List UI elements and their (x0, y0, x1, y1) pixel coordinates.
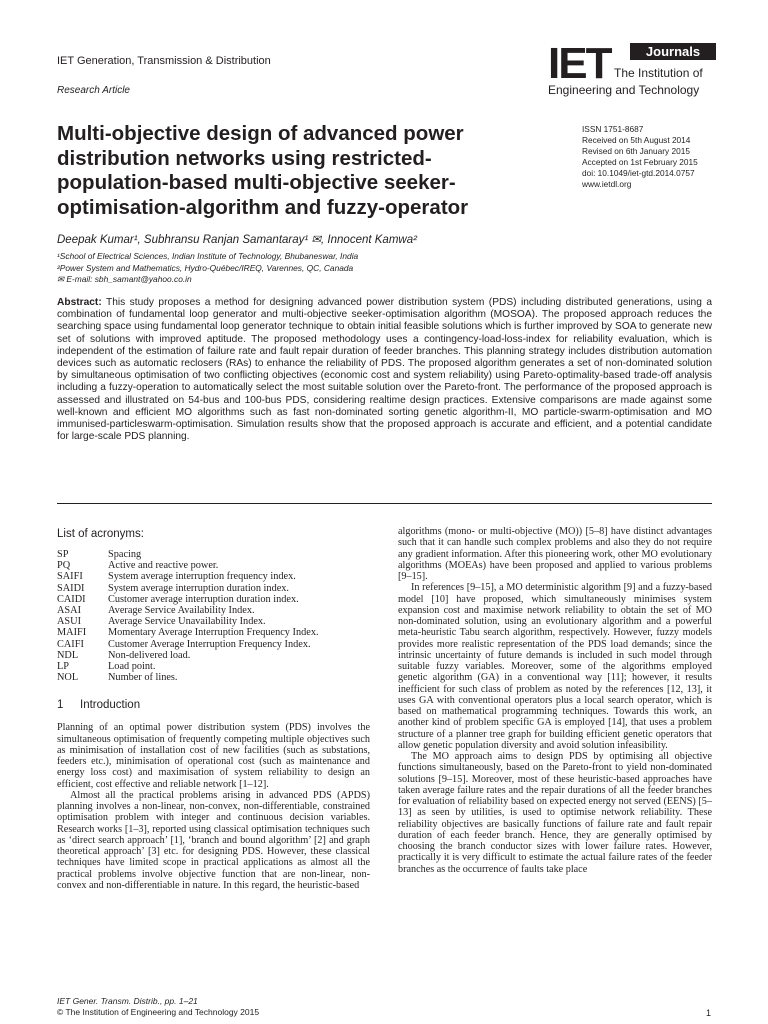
acronym-definition: Average Service Availability Index. (108, 605, 255, 617)
intro-paragraph-2: Almost all the practical problems arising in advanced PDS (APDS) planning involves a non-linear, non-convex, non-differentiable, constrained optimisation problem with integer and continuous decision variables. Research works [1–3], reported using classical optimisation techniques such as ‘direct search approach’ [1], ‘branch and bound algorithm’ [2] and graph theoretical approach’ [3] etc. for designing PDS. However, these classical techniques have limited scope in practical applications as almost all the practical problems involve objective function that are non-linear, non-convex and non-differentiable in nature. In this regard, the heuristic-based (57, 789, 370, 891)
acronym-definition: Number of lines. (108, 672, 178, 684)
acronym-abbr: NDL (57, 649, 79, 661)
institution-name-line1: The Institution of (614, 66, 703, 80)
acronyms-list (57, 549, 370, 683)
right-column (398, 526, 712, 875)
body-paragraph-2: In references [9–15], a MO deterministic algorithm [9] and a fuzzy-based model [10] have proposed, which simultaneously minimises system expansion cost and maximise network reliability to obtain the set of MO non-dominated solution, using an evolutionary algorithm and a powerful meta-heuristic Tabu search algorithm, respectively. However, fuzzy models provides more realistic representation of the PDS load demands; since the intrinsic uncertainty of future demands is included in such model through suitable fuzzy variables. Moreover, some of the algorithms employed genetic algorithm (GA) in a conventional way [11]; however, it results inefficient for such class of problem as noted by the references [12, 13], it uses GA with conventional operators plus a local search operator, which is based on mathematical programming techniques. Towards this work, an another kind of problem specific GA is employed [14], that uses a problem structure of a planner tree graph for building efficient genetic operators that allow genetic population diversity and avoid solution infeasibility. (398, 582, 712, 751)
article-meta (582, 124, 722, 190)
acronym-definition: Spacing (108, 549, 142, 560)
authors: Deepak Kumar¹, Subhransu Ranjan Samantaray¹ ✉, Innocent Kamwa² (57, 234, 417, 246)
left-column (57, 528, 370, 891)
footer-citation: IET Gener. Transm. Distrib., pp. 1–21 (57, 996, 198, 1006)
acronym-definition: Momentary Average Interruption Frequency Index. (108, 627, 319, 639)
affiliation-2: ²Power System and Mathematics, Hydro-Québec/IREQ, Varennes, QC, Canada (57, 262, 354, 273)
acronym-definition: Non-delivered load. (108, 649, 191, 661)
abstract-divider (57, 503, 712, 504)
acronym-row (57, 661, 370, 672)
revised-date: Revised on 6th January 2015 (582, 146, 690, 156)
received-date: Received on 5th August 2014 (582, 135, 691, 145)
footer-copyright: © The Institution of Engineering and Technology 2015 (57, 1007, 260, 1017)
acronym-row (57, 549, 370, 560)
acronym-definition: Active and reactive power. (108, 560, 219, 572)
acronym-row (57, 616, 370, 627)
acronym-abbr: CAIDI (57, 593, 86, 605)
corresponding-email: ✉ E-mail: sbh_samant@yahoo.co.in (57, 274, 192, 284)
abstract (57, 297, 712, 443)
doi: doi: 10.1049/iet-gtd.2014.0757 (582, 168, 695, 178)
acronym-definition: Average Service Unavailability Index. (108, 616, 266, 628)
paper-title: Multi-objective design of advanced power distribution networks using restricted-population-based multi-objective seeker-optimisation-algorithm and fuzzy-operator (57, 122, 469, 219)
issn: ISSN 1751-8687 (582, 124, 644, 134)
intro-paragraph-1: Planning of an optimal power distribution system (PDS) involves the simultaneous optimisation of frequently competing multiple objectives such as minimisation of installation cost of new facilities (such as substations, feeders etc.), minimisation of operational cost (such as maintenance and energy loss cost) and maximisation of system reliability to design an efficient, cost effective and reliable network [1–12]. (57, 722, 370, 790)
acronym-abbr: CAIFI (57, 638, 84, 650)
acronyms-heading: List of acronyms: (57, 528, 144, 540)
acronym-row (57, 650, 370, 661)
acronym-abbr: NOL (57, 672, 79, 684)
affiliations (57, 251, 358, 286)
iet-journals-logo (548, 39, 718, 102)
acronym-definition: Customer average interruption duration index. (108, 593, 299, 605)
acronym-row (57, 605, 370, 616)
acronym-row (57, 594, 370, 605)
acronym-abbr: SAIFI (57, 571, 83, 583)
section-number: 1 (57, 699, 64, 712)
acronym-definition: System average interruption duration index. (108, 582, 290, 594)
acronym-row (57, 560, 370, 571)
acronym-definition: Customer Average Interruption Frequency Index. (108, 638, 311, 650)
body-paragraph-1: algorithms (mono- or multi-objective (MO)) [5–8] have distinct advantages such that it can handle such complex problems and also they do not require any gradient information. After this pioneering work, other MO evolutionary algorithms (MOEAs) have been proposed and applied to various problems [9–15]. (398, 526, 712, 582)
affiliation-1: ¹School of Electrical Sciences, Indian Institute of Technology, Bhubaneswar, India (57, 251, 359, 261)
journals-badge: Journals (630, 43, 716, 60)
acronym-abbr: ASUI (57, 616, 82, 628)
acronym-abbr: SP (57, 549, 69, 560)
acronym-abbr: ASAI (57, 605, 82, 617)
acronym-row (57, 583, 370, 594)
acronym-definition: System average interruption frequency index. (108, 571, 296, 583)
acronym-row (57, 627, 370, 638)
acronym-row (57, 571, 370, 582)
acronym-row (57, 672, 370, 683)
acronym-abbr: PQ (57, 560, 71, 572)
website: www.ietdl.org (582, 179, 632, 189)
acronym-definition: Load point. (108, 661, 156, 673)
journal-name: IET Generation, Transmission & Distribution (57, 55, 271, 67)
acronym-row (57, 639, 370, 650)
accepted-date: Accepted on 1st February 2015 (582, 157, 698, 167)
acronym-abbr: LP (57, 661, 70, 673)
abstract-text: This study proposes a method for designing advanced power distribution system (PDS) including distributed generations, using a combination of fundamental loop generator and multi-objective seeker-optimisation algorithm (MOSOA). The proposed approach reduces the searching space using fundamental loop generator technique to obtain initial feasible solutions which is further improved by SOA to generate new set of solutions with improved aptitude. The proposed methodology uses a contingency-load-loss-index for reliability evaluation, which is independent of the estimation of failure rate and fault repair duration of feeder branches. This planning strategy includes distribution automation devices such as automatic reclosers (RAs) to enhance the reliability of PDS. The proposed algorithm generates a set of non-dominated solution by simultaneous optimisation of two conflicting objectives (economic cost and system reliability) using Pareto-optimality-based trade-off analysis including a fuzzy-operation to automatically select the most suitable solution over the Pareto-front. The performance of the proposed approach is assessed and illustrated on 54-bus and 100-bus PDS, considering realtime design practices. Extensive comparisons are made against some well-known and efficient MO algorithms such as fast non-dominated sorting genetic algorithm-II, MO particle-swarm-optimisation and MO immunised-particleswarm-optimisation. Simulation results show that the proposed approach is accurate and efficient, and a potential candidate for large-scale PDS planning. (57, 297, 712, 443)
article-type: Research Article (57, 85, 130, 96)
body-paragraph-3: The MO approach aims to design PDS by optimising all objective functions simultaneously, based on the Pareto-front to yield non-dominated solutions [9–15]. Moreover, most of these heuristic-based approaches have taken average failure rates and the repair durations of all the feeder branches for evaluation of reliability based on expected energy not served (EENS) [5–13] as seen by utilities, is used to optimise network reliability. These reliability objectives are basically functions of failure rate and fault repair duration of each feeder branch. Hence, they are generally optimised by choosing the branch conductor sizes with lower failure rates. However, practically it is very difficult to estimate the actual failure rates of the feeder branches as the occurrence of faults take place (398, 751, 712, 875)
abstract-label: Abstract: (57, 297, 102, 308)
iet-logo-mark: IET (548, 39, 611, 88)
page-number: 1 (706, 1008, 712, 1018)
institution-name-line2: Engineering and Technology (548, 83, 700, 97)
acronym-abbr: MAIFI (57, 627, 87, 639)
acronym-abbr: SAIDI (57, 582, 85, 594)
section-heading-introduction (57, 699, 370, 711)
footer (57, 996, 259, 1018)
section-title: Introduction (80, 699, 141, 712)
